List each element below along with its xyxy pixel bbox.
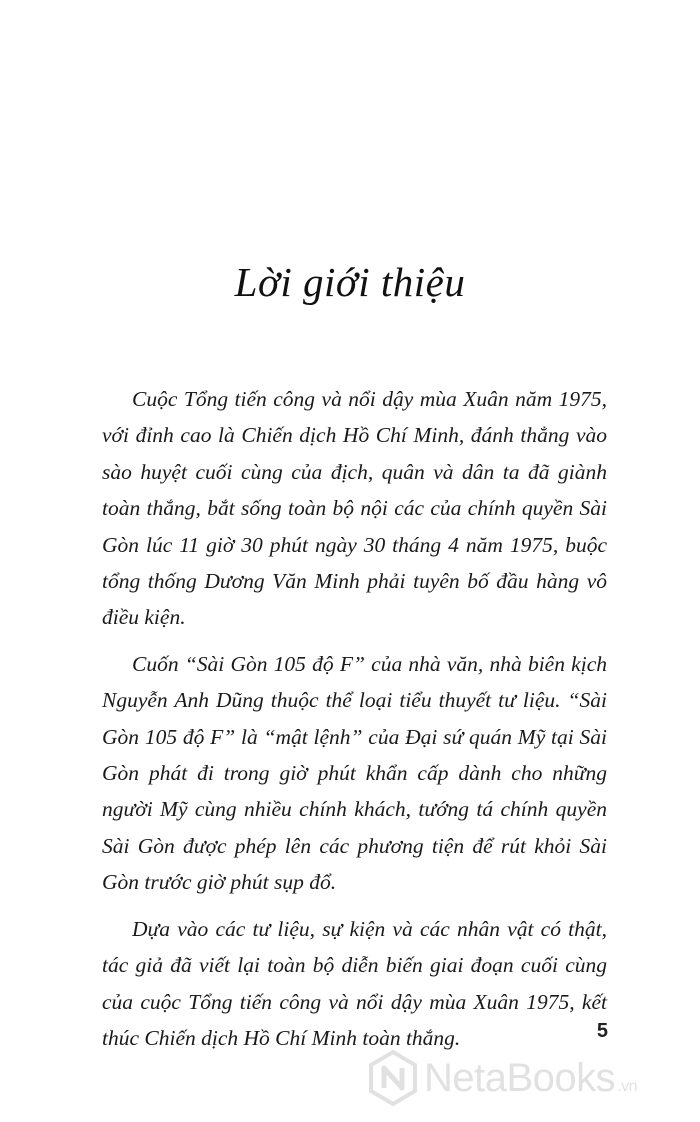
watermark-brand: NetaBooks .vn <box>424 1055 638 1100</box>
paragraph-1: Cuộc Tổng tiến công và nổi dậy mùa Xuân năm 1975, với đỉnh cao là Chiến dịch Hồ Chí Minh, đánh thẳng vào sào huyệt cuối cùng của địch, quân và dân ta đã giành toàn thắng, bắt sống toàn bộ nội các của chính quyền Sài Gòn lúc 11 giờ 30 phút ngày 30 tháng 4 năm 1975, buộc tổng thống Dương Văn Minh phải tuyên bố đầu hàng vô điều kiện. <box>102 387 607 630</box>
paragraph-3: Dựa vào các tư liệu, sự kiện và các nhân vật có thật, tác giả đã viết lại toàn bộ diễn biến giai đoạn cuối cùng của cuộc Tổng tiến công và nổi dậy mùa Xuân 1975, kết thúc Chiến dịch Hồ Chí Minh toàn thắng. <box>102 916 607 1050</box>
body-text <box>102 381 607 1066</box>
page-number: 5 <box>596 1020 608 1042</box>
paragraph-2: Cuốn “Sài Gòn 105 độ F” của nhà văn, nhà biên kịch Nguyễn Anh Dũng thuộc thể loại tiểu thuyết tư liệu. “Sài Gòn 105 độ F” là “mật lệnh” của Đại sứ quán Mỹ tại Sài Gòn phát đi trong giờ phút khẩn cấp dành cho những người Mỹ cùng nhiều chính khách, tướng tá chính quyền Sài Gòn được phép lên các phương tiện để rút khỏi Sài Gòn trước giờ phút sụp đổ. <box>102 651 607 895</box>
page-title: Lời giới thiệu <box>234 259 466 305</box>
